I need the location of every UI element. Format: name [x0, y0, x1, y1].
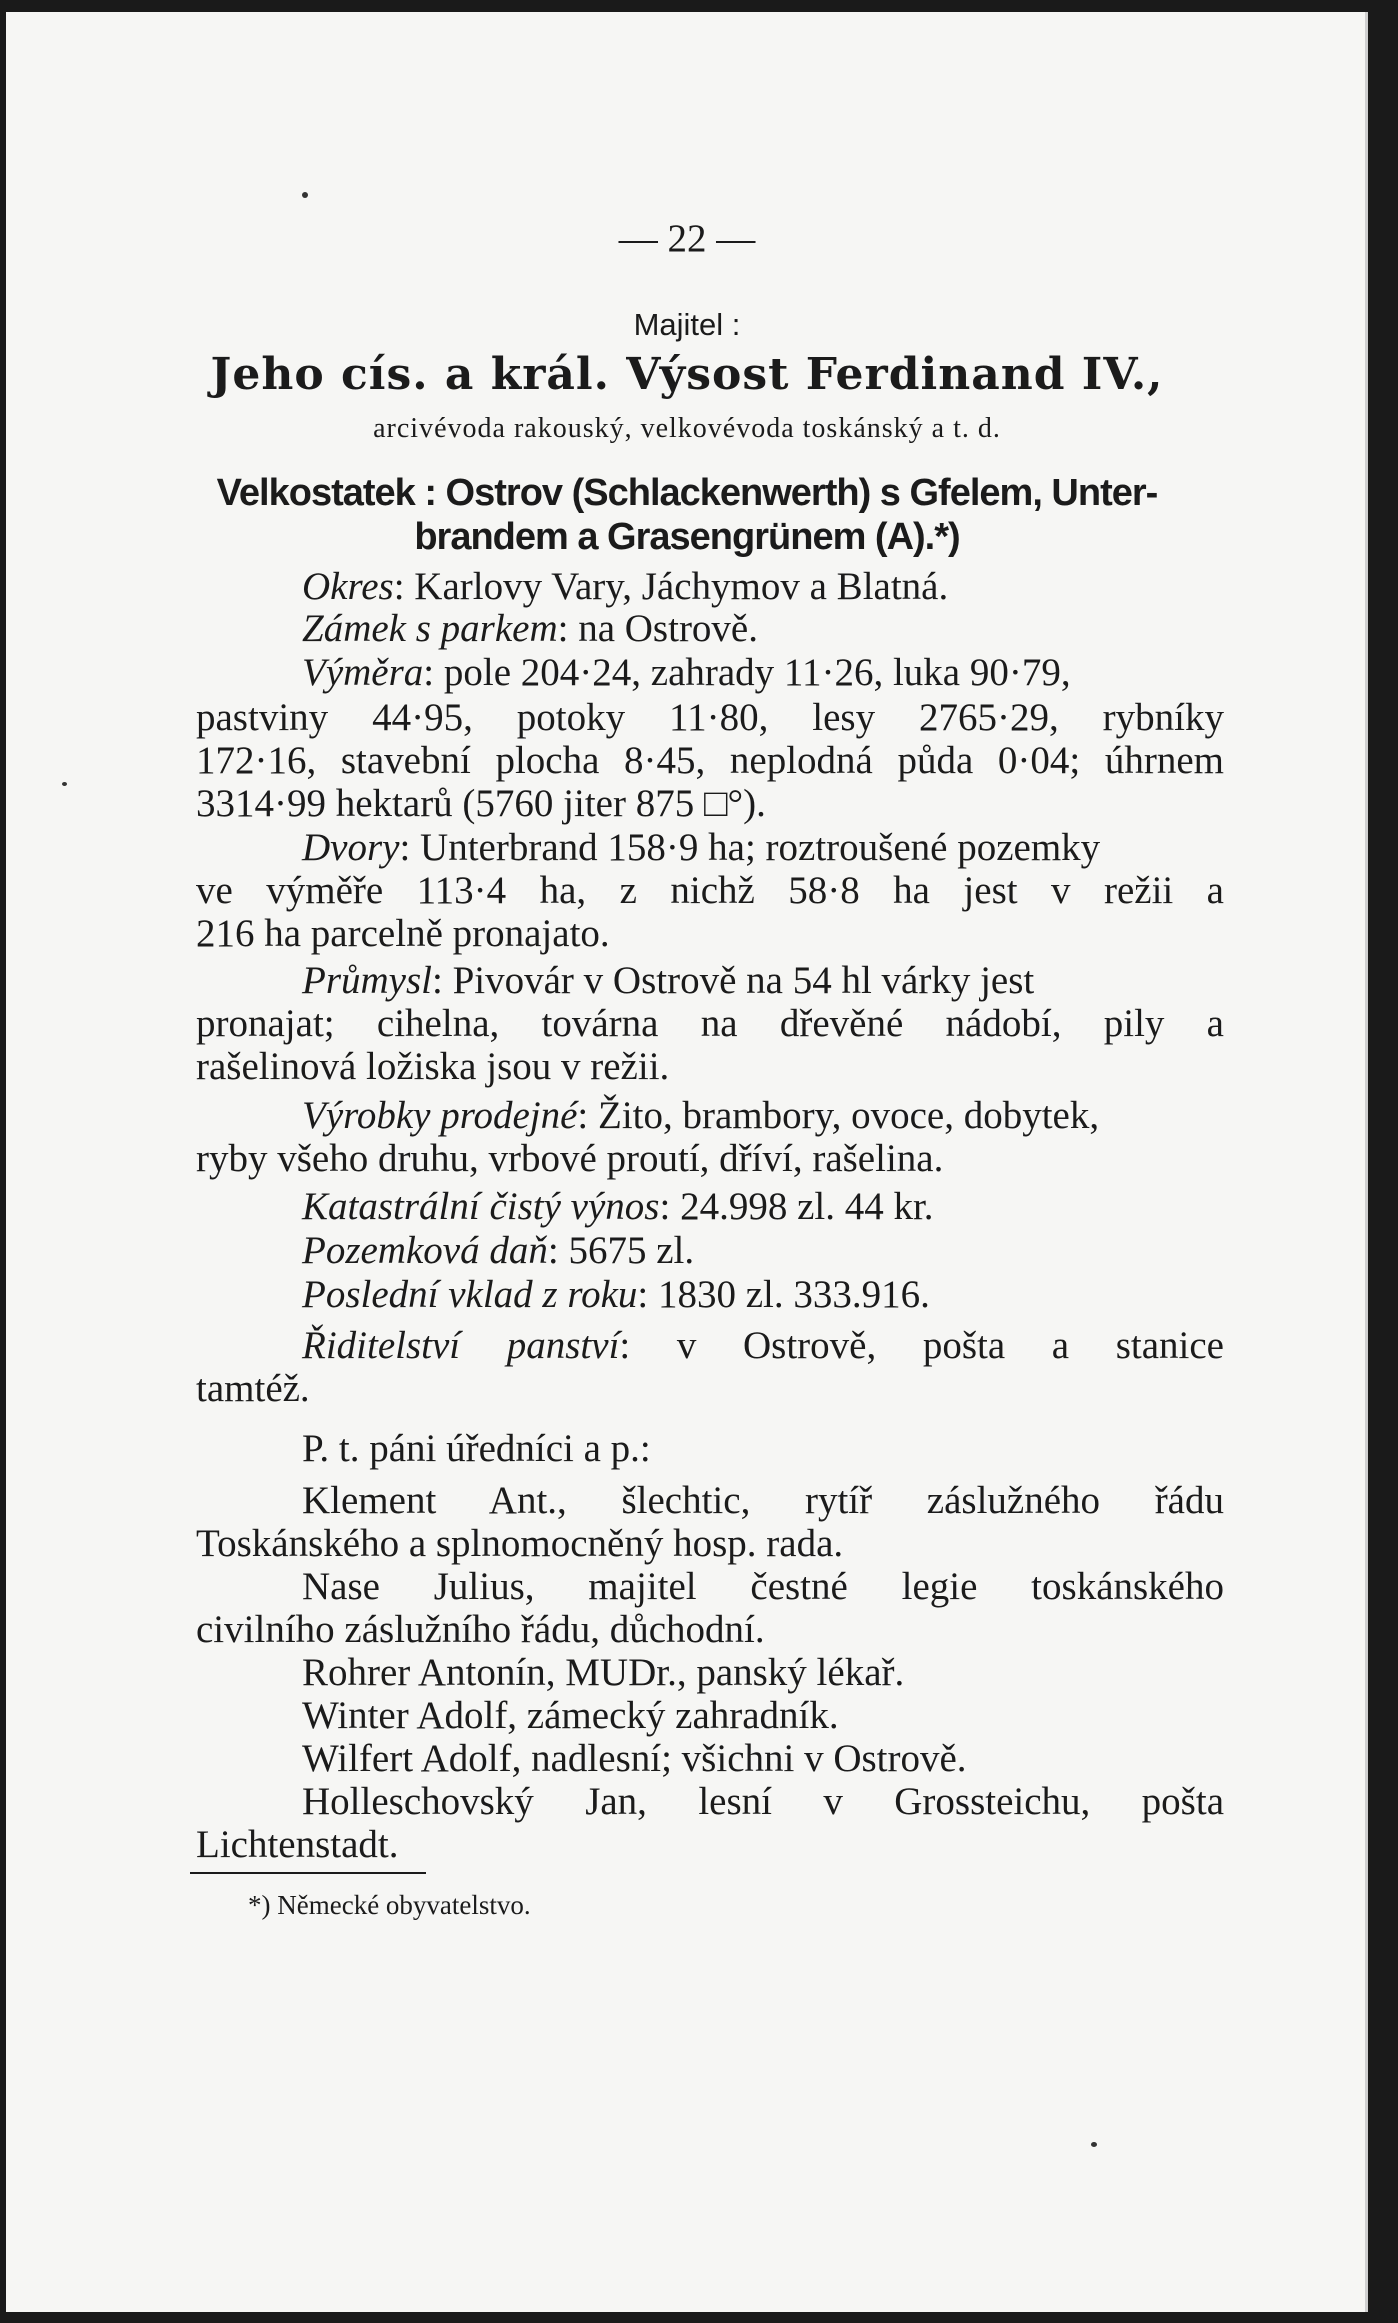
dvory-line3: 216 ha parcelně pronajato. [196, 912, 610, 955]
pozemkova-value: : 5675 zl. [547, 1229, 695, 1272]
owner-label: Majitel : [633, 307, 741, 342]
vymera-line4: 3314·99 hektarů (5760 jiter 875 □°). [196, 782, 766, 825]
prumysl-label: Průmysl [302, 959, 432, 1002]
page-number: — 22 — [618, 217, 756, 260]
estate-title-line1: Velkostatek : Ostrov (Schlackenwerth) s Gfelem, Unter- [216, 472, 1158, 514]
footnote: *) Německé obyvatelstvo. [248, 1890, 531, 1920]
katastralni-label: Katastrální čistý výnos [302, 1185, 660, 1228]
okres-label: Okres [302, 565, 394, 608]
zamek-label: Zámek s parkem [302, 607, 558, 650]
vymera-label: Výměra [302, 651, 424, 694]
dvory-line2: ve výměře 113·4 ha, z nichž 58·8 ha jest v režii a [196, 869, 1224, 912]
prumysl-line2: pronajat; cihelna, továrna na dřevěné nádobí, pily a [196, 1002, 1224, 1045]
ink-speck [302, 192, 308, 198]
ink-speck [62, 782, 67, 786]
reditelstvi-text1: : v Ostrově, pošta a stanice [619, 1324, 1224, 1367]
official-line: Rohrer Antonín, MUDr., panský lékař. [302, 1651, 905, 1694]
pozemkova-label: Pozemková daň [302, 1229, 548, 1272]
pozemkova-line [302, 1228, 1224, 1274]
reditelstvi-label: Řiditelství panství [302, 1324, 620, 1367]
prumysl-line3: rašelinová ložiska jsou v režii. [196, 1045, 670, 1088]
katastralni-line [302, 1184, 1224, 1230]
official-line: civilního záslužního řádu, důchodní. [196, 1608, 765, 1651]
posledni-label: Poslední vklad z roku [302, 1273, 638, 1316]
official-line: Winter Adolf, zámecký zahradník. [302, 1694, 839, 1737]
posledni-value: : 1830 zl. 333.916. [637, 1273, 930, 1316]
ink-speck [1091, 2142, 1097, 2147]
prumysl-text1: : Pivovár v Ostrově na 54 hl várky jest [432, 959, 1035, 1002]
footnote-divider [190, 1872, 426, 1874]
okres-line [302, 564, 1224, 610]
estate-title-line2: brandem a Grasengrünem (A).*) [414, 516, 960, 558]
vymera-line1 [302, 650, 1224, 696]
vymera-text1: : pole 204·24, zahrady 11·26, luka 90·79, [423, 651, 1071, 694]
official-line: Toskánského a splnomocněný hosp. rada. [196, 1522, 844, 1565]
dvory-label: Dvory [302, 826, 400, 869]
official-line: Wilfert Adolf, nadlesní; všichni v Ostrově. [302, 1737, 967, 1780]
katastralni-value: : 24.998 zl. 44 kr. [659, 1185, 934, 1228]
reditelstvi-line1 [302, 1323, 1224, 1369]
document-page [6, 12, 1368, 2312]
owner-titles: arcivévoda rakouský, velkovévoda toskánský a t. d. [373, 413, 1001, 444]
vyrobky-line2: ryby všeho druhu, vrbové proutí, dříví, rašelina. [196, 1137, 944, 1180]
zamek-line [302, 606, 1224, 652]
zamek-value: : na Ostrově. [557, 607, 758, 650]
owner-name: Jeho cís. a král. Výsost Ferdinand IV., [210, 349, 1164, 400]
dvory-text1: : Unterbrand 158·9 ha; roztroušené pozemky [399, 826, 1101, 869]
officials-heading: P. t. páni úředníci a p.: [302, 1427, 651, 1470]
posledni-line [302, 1272, 1224, 1318]
okres-value: : Karlovy Vary, Jáchymov a Blatná. [393, 565, 949, 608]
vyrobky-label: Výrobky prodejné [302, 1094, 578, 1137]
official-line: Holleschovský Jan, lesní v Grossteichu, pošta [302, 1780, 1224, 1823]
reditelstvi-line2: tamtéž. [196, 1367, 310, 1410]
dvory-line1 [302, 825, 1224, 871]
vymera-line3: 172·16, stavební plocha 8·45, neplodná půda 0·04; úhrnem [196, 739, 1224, 782]
official-line: Klement Ant., šlechtic, rytíř záslužného řádu [302, 1479, 1224, 1522]
vyrobky-text1: : Žito, brambory, ovoce, dobytek, [577, 1094, 1100, 1137]
prumysl-line1 [302, 958, 1224, 1004]
vymera-line2: pastviny 44·95, potoky 11·80, lesy 2765·29, rybníky [196, 696, 1224, 739]
vyrobky-line1 [302, 1093, 1224, 1139]
official-line: Lichtenstadt. [196, 1823, 399, 1866]
official-line: Nase Julius, majitel čestné legie toskánského [302, 1565, 1224, 1608]
